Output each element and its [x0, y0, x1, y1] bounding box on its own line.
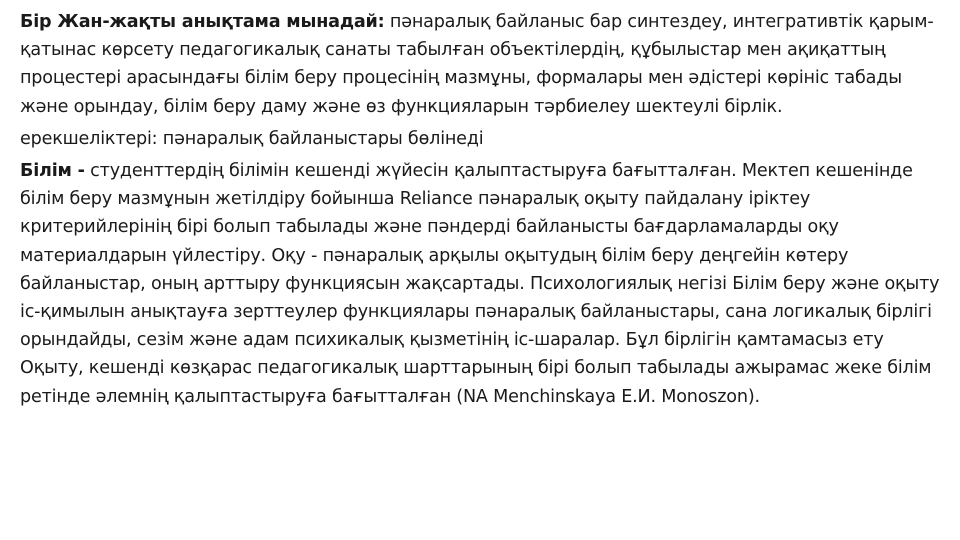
paragraph-knowledge	[20, 157, 948, 411]
paragraph-definition-lead: Бір Жан-жақты анықтама мынадай:	[20, 12, 385, 32]
paragraph-features	[20, 125, 948, 153]
paragraph-knowledge-text: студенттердің білімін кешенді жүйесін қалыптастыруға бағытталған. Мектеп кешенінде білім беру мазмұнын жетілдіру бойынша Reliance пәнаралық оқыту пайдалану іріктеу критерийлерінің бірі болып табылады және пәндерді байланысты бағдарламаларды оқу материалдарын үйлестіру. Оқу - пәнаралық арқылы оқытудың білім беру деңгейін көтеру байланыстар, оның арттыру функциясын жақсартады. Психологиялық негізі Білім беру және оқыту іс-қимылын анықтауға зерттеулер функциялары пәнаралық байланыстары, сана логикалық бірлігі орындайды, сезім және адам психикалық қызметінің іс-шаралар. Бұл бірлігін қамтамасыз ету Оқыту, кешенді көзқарас педагогикалық шарттарының бірі болып табылады ажырамас жеке білім ретінде әлемнің қалыптастыруға бағытталған (NA Menchinskaya Е.И. Monoszon).	[20, 161, 940, 407]
paragraph-knowledge-lead: Білім -	[20, 161, 85, 182]
slide-body	[20, 8, 948, 532]
paragraph-definition	[20, 8, 948, 121]
paragraph-features-text: ерекшеліктері: пәнаралық байланыстары бөлінеді	[20, 128, 484, 149]
paragraph-definition-text: пәнаралық байланыс бар синтездеу, интегративтік қарым-қатынас көрсету педагогикалық санаты табылған объектілердің, құбылыстар мен ақиқаттың процестері арасындағы білім беру процесінің мазмұны, формалары мен әдістері көрініс табады және орындау, білім беру даму және өз функцияларын тәрбиелеу шектеулі бірлік.	[20, 12, 934, 117]
